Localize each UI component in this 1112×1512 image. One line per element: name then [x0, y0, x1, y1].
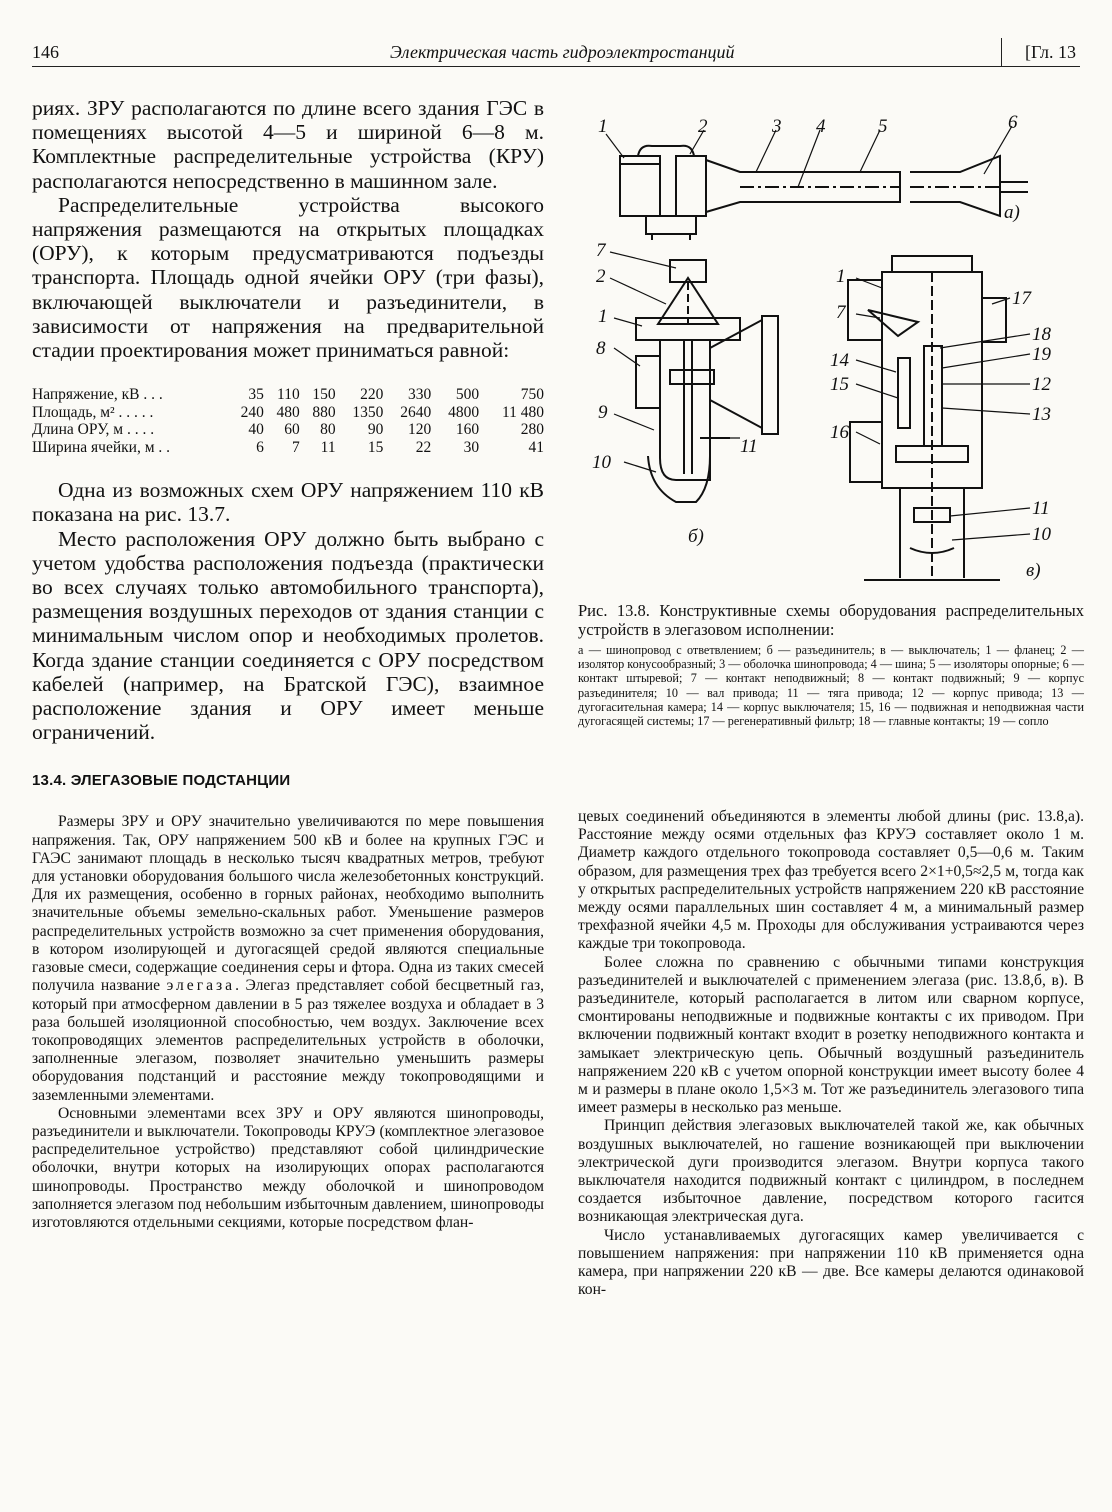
caption-legend: а — шинопровод с ответвлением; б — разъединитель; в — выключатель; 1 — фланец; 2 — изолятор конусообразный; 3 — оболочка шинопровода; 4 — шина; 5 — изоляторы опорные; 6 — контакт штыревой; 7 — контакт неподвижный; 8 — контакт подвижный; 9 — корпус разъединителя; 10 — вал привода; 11 — тяга привода; 12 — корпус привода; 13 — дугогасительная камера; 14 — корпус выключателя; 15, 16 — подвижная и неподвижная части дугогасящей системы; 17 — регенеративный фильтр; 18 — главные контакты; 19 — сопло: [578, 643, 1084, 729]
term-elegaz: элегаза: [166, 977, 236, 995]
label-v-17: 17: [1012, 288, 1031, 309]
table-cell: 110: [277, 386, 300, 404]
chapter-label: [Гл. 13: [1024, 42, 1076, 62]
label-b-10: 10: [592, 452, 611, 473]
figure-13-8: [580, 108, 1086, 598]
label-v-14: 14: [830, 350, 849, 371]
paragraph: Число устанавливаемых дугогасящих камер увеличивается с повышением напряжения: при напряжении 110 кВ применяется одна камера, при напряжении 220 кВ — две. Все камеры делаются одинаковой кон-: [578, 1226, 1084, 1299]
table-cell: 880: [312, 403, 336, 421]
left-column: [32, 96, 544, 1232]
label-v-10: 10: [1032, 524, 1051, 545]
table-row: [32, 386, 544, 404]
label-a-4: 4: [816, 116, 826, 137]
label-a-6: 6: [1008, 112, 1018, 133]
label-v-1: 1: [836, 266, 846, 287]
table-cell: 30: [463, 438, 480, 456]
table-cell: 4800: [448, 403, 480, 421]
label-b-caption: б): [688, 526, 704, 547]
caption-title: Рис. 13.8. Конструктивные схемы оборудования распределительных устройств в элегазовом исполнении:: [578, 601, 1084, 639]
table-cell: 750: [520, 386, 544, 404]
table-row: [32, 421, 544, 439]
table-cell: 15: [367, 438, 384, 456]
table-cell: 6: [256, 438, 264, 456]
paragraph: Распределительные устройства высокого напряжения размещаются на открытых площадках (ОРУ), к которым предусматриваются подъезды транспорта. Площадь одной ячейки ОРУ (три фазы), включающей выключатели и разъединители, в зависимости от напряжения на предварительной стадии проектирования может приниматься равной:: [32, 192, 544, 363]
page-number: 146: [32, 42, 59, 62]
label-v-18: 18: [1032, 324, 1051, 345]
label-a-5: 5: [878, 116, 888, 137]
label-v-13: 13: [1032, 404, 1051, 425]
row-label: Напряжение, кВ . . .: [32, 386, 163, 404]
label-b-7: 7: [596, 240, 606, 261]
row-label: Ширина ячейки, м . .: [32, 438, 171, 456]
table-cell: 160: [455, 421, 480, 439]
table-cell: 40: [248, 421, 264, 439]
table-cell: 41: [528, 438, 544, 456]
label-v-19: 19: [1032, 344, 1051, 365]
label-a-3: 3: [772, 116, 782, 137]
label-v-12: 12: [1032, 374, 1051, 395]
table-cell: 2640: [400, 403, 432, 421]
drawing-b-disconnector: [636, 260, 778, 502]
table-cell: 1350: [352, 403, 384, 421]
header-divider: [1001, 38, 1002, 66]
right-column: [578, 808, 1084, 1299]
label-b-11: 11: [740, 436, 758, 457]
table-cell: 11 480: [501, 403, 544, 421]
paragraph: Принцип действия элегазовых выключателей такой же, как обычных воздушных выключателей, но гашение возникающей при выключении электрической дуги производится элегазом. Внутри корпуса такого выключателя находится подвижный контакт с цилиндром, в последнем создается избыточное давление, посредством которого гасится возникающая электрическая дуга.: [578, 1117, 1084, 1226]
row-label: Площадь, м² . . . . .: [32, 403, 154, 421]
table-cell: 480: [276, 403, 300, 421]
label-v-11: 11: [1032, 498, 1050, 519]
label-a-caption: а): [1004, 202, 1020, 223]
table-row: [32, 404, 544, 422]
label-v-16: 16: [830, 422, 849, 443]
paragraph: Одна из возможных схем ОРУ напряжением 110 кВ показана на рис. 13.7.: [32, 478, 544, 527]
running-header: [32, 38, 1080, 67]
drawing-a-busbar: [620, 146, 1028, 240]
label-b-1: 1: [598, 306, 608, 327]
figure-drawing: [580, 108, 1086, 598]
table-cell: 240: [240, 403, 264, 421]
table-cell: 80: [320, 421, 336, 439]
section-title: 13.4. ЭЛЕГАЗОВЫЕ ПОДСТАНЦИИ: [32, 772, 291, 790]
label-b-9: 9: [598, 402, 608, 423]
paragraph: Основными элементами всех ЗРУ и ОРУ являются шинопроводы, разъединители и выключатели. Токопроводы КРУЭ (комплектное элегазовое распределительное устройство) представляют собой цилиндрические оболочки, внутри которых на изолирующих опорах располагаются шинопроводы. Пространство между оболочкой и шинопроводом заполняется элегазом под небольшим избыточным давлением, шинопроводы изготовляются отдельными секциями, которые посредством флан-: [32, 1104, 544, 1231]
table-cell: 220: [360, 386, 384, 404]
table-cell: 500: [455, 386, 480, 404]
label-a-1: 1: [598, 116, 608, 137]
table-cell: 22: [415, 438, 432, 456]
table-cell: 35: [248, 386, 264, 404]
oru-parameters-table: [32, 386, 544, 456]
table-cell: 60: [284, 421, 300, 439]
running-title: Электрическая часть гидроэлектростанций: [390, 42, 735, 62]
table-cell: 11: [320, 438, 336, 456]
row-label: Длина ОРУ, м . . . .: [32, 421, 155, 439]
figure-caption: [578, 602, 1084, 728]
text-run: . Элегаз представляет собой бесцветный газ, который при атмосферном давлении в 5 раз тяжелее воздуха и обладает в 3 раза большей изоляционной способностью, чем воздух. Заключение всех токопроводящих элементов распределительных устройств в оболочки, заполненные элегазом, позволяет значительно уменьшить размеры оборудования подстанций и расстояние между токопроводящими и заземленными элементами.: [32, 977, 545, 1104]
label-b-2: 2: [596, 266, 606, 287]
paragraph: Место расположения ОРУ должно быть выбрано с учетом удобства расположения подъезда (практически во всех случаях только автомобильного транспорта), размещения воздушных переходов от здания станции с минимальным числом опор и необходимых пролетов. Когда здание станции соединяется с ОРУ посредством кабелей (например, на Братской ГЭС), взаимное расположение здания и ОРУ имеет меньше ограничений.: [32, 526, 544, 745]
text-run: Размеры ЗРУ и ОРУ значительно увеличиваются по мере повышения напряжения. Так, ОРУ напряжением 500 кВ и более на крупных ГЭС и ГАЭС занимают площадь в несколько тысяч квадратных метров, требуют для установки оборудования большого числа железобетонных конструкций. Для их размещения, особенно в горных районах, необходимо выполнить значительные объемы земельно-скальных работ. Уменьшение размеров распределительных устройств возможно за счет применения оборудования, в котором изолирующей и дугогасящей средой являются специальные газовые смеси, содержащие соединения серы и фтора. Одна из таких смесей получила название: [32, 813, 544, 995]
paragraph: [32, 813, 544, 1104]
table-cell: 90: [367, 421, 384, 439]
table-cell: 330: [407, 386, 432, 404]
label-v-7: 7: [836, 302, 846, 323]
label-v-15: 15: [830, 374, 849, 395]
table-cell: 150: [312, 386, 336, 404]
label-b-8: 8: [596, 338, 606, 359]
table-row: [32, 439, 544, 457]
paragraph: риях. ЗРУ располагаются по длине всего здания ГЭС в помещениях высотой 4—5 и шириной 6—8 м. Комплектные распределительные устройства (КРУ) располагаются непосредственно в машинном зале.: [32, 96, 544, 193]
paragraph: цевых соединений объединяются в элементы любой длины (рис. 13.8,а). Расстояние между осями отдельных фаз КРУЭ составляет около 1 м. Диаметр каждого отдельного токопровода составляет 0,5—0,6 м. Таким образом, для размещения трех фаз требуется всего 2×1+0,5≈2,5 м, тогда как у открытых распределительных устройств напряжением 220 кВ расстояние между осями параллельных шин составляет 4 м, а минимальный размер трехфазной ячейки 4,5 м. Проходы для обслуживания устраиваются через каждые три токопровода.: [578, 808, 1084, 953]
drawing-c-breaker: [848, 256, 1006, 580]
label-v-caption: в): [1026, 560, 1041, 581]
table-cell: 280: [520, 421, 544, 439]
label-a-2: 2: [698, 116, 708, 137]
paragraph: Более сложна по сравнению с обычными типами конструкция разъединителей и выключателей с применением элегаза (рис. 13.8,б, в). В разъединителе, который располагается в литом или сварном корпусе, смонтированы неподвижные и подвижные контакты с их приводом. При включении подвижный контакт входит в розетку неподвижного контакта и замыкает электрическую цепь. Обычный воздушный разъединитель напряжением 220 кВ с учетом опорной конструкции имеет высоту более 4 м и размеры в плане около 1,5×3 м. Тот же разъединитель элегазового типа имеет размеры в несколько раз меньше.: [578, 953, 1084, 1117]
table-cell: 7: [291, 438, 300, 456]
table-cell: 120: [407, 421, 432, 439]
